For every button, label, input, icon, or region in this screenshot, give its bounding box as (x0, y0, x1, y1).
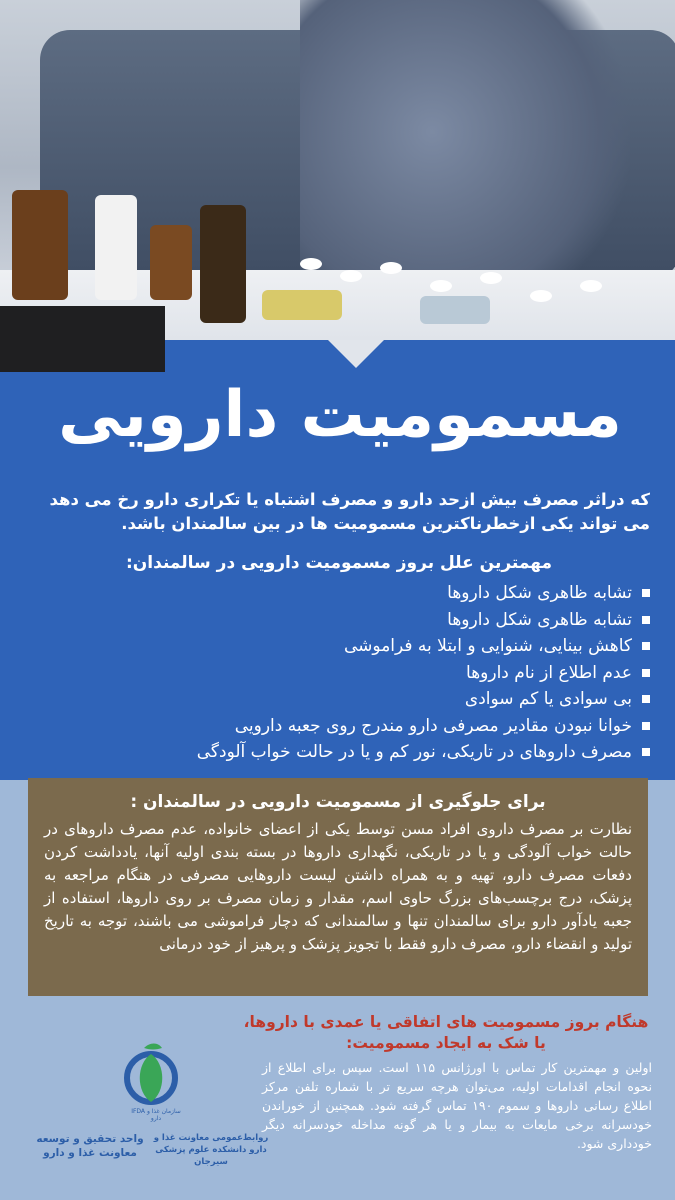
list-item-text: عدم اطلاع از نام داروها (466, 662, 632, 683)
emergency-heading: هنگام بروز مسمومیت های اتفاقی یا عمدی با داروها، یا شک به ایجاد مسمومیت: (243, 1013, 649, 1052)
pill-icon (530, 290, 552, 302)
prevention-heading: برای جلوگیری از مسمومیت دارویی در سالمندان : (130, 792, 546, 812)
list-item (28, 660, 650, 687)
list-item (28, 713, 650, 740)
prevention-box (28, 778, 648, 996)
list-item-text: خوانا نبودن مقادیر مصرفی دارو مندرج روی جعبه دارویی (234, 715, 632, 736)
bullet-icon (642, 695, 650, 703)
list-item (28, 633, 650, 660)
blister-pack-icon (420, 296, 490, 324)
pill-icon (480, 272, 502, 284)
dropper-bottle-icon (200, 205, 246, 323)
spray-bottle-icon (95, 195, 137, 300)
prevention-text: نظارت بر مصرف داروی افراد مسن توسط یکی از اعضای خانواده، عدم مصرف داروهای در حالت خواب آلودگی و یا در تاریکی، نگهداری داروها در بسته بندی اولیه آنها، یادداشت کردن دفعات مصرف دارو، تهیه و به همراه داشتن لیست داروهایی مصرفی در هنگام مراجعه به پزشک، درج برچسب‌های بزرگ حاوی اسم، مقدار و زمان مصرف بر روی داروها، استفاده از جعبه یادآور دارو برای سالمندان تنها و سالمندانی که دچار فراموشی می باشند، توجه به تاریخ تولید و انقضاء دارو، مصرف دارو فقط با تجویز پزشک و پرهیز از خود درمانی (44, 820, 632, 953)
causes-heading: مهمترین علل بروز مسمومیت دارویی در سالمندان: (125, 553, 552, 573)
list-item-text: تشابه ظاهری شکل داروها (447, 583, 632, 603)
bullet-icon (642, 642, 650, 650)
notch-pointer (328, 340, 384, 368)
pill-icon (430, 280, 452, 292)
list-item-text: کاهش بینایی، شنوایی و ابتلا به فراموشی (344, 636, 632, 656)
list-item (28, 739, 650, 766)
list-item (28, 607, 650, 634)
bullet-icon (642, 722, 650, 730)
bullet-icon (642, 589, 650, 597)
caption-right: روابط‌عمومی معاونت غذا و دارو دانشکده علوم پزشکی سیرجان (153, 1133, 269, 1167)
blister-pack-icon (262, 290, 342, 320)
pill-icon (340, 270, 362, 282)
list-item-text: مصرف داروهای در تاریکی، نور کم و یا در حالت خواب آلودگی (196, 742, 632, 762)
medicine-bottle-icon (12, 190, 68, 300)
pill-icon (580, 280, 602, 292)
pill-icon (380, 262, 402, 274)
list-item (28, 686, 650, 713)
list-item-text: بی سوادی یا کم سوادی (464, 689, 632, 709)
bullet-icon (642, 669, 650, 677)
intro-text: که دراثر مصرف بیش ازحد دارو و مصرف اشتباه یا تکراری دارو رخ می دهد می تواند یکی ازخطرناکترین مسمومیت ها در بین سالمندان باشد. (49, 490, 650, 533)
black-accent-bar (0, 306, 165, 372)
list-item (28, 580, 650, 607)
logo-caption: IFDA سازمان غذا و دارو (131, 1108, 181, 1122)
causes-list (28, 580, 650, 766)
pill-icon (300, 258, 322, 270)
list-item-text: تشابه ظاهری شکل داروها (447, 609, 632, 630)
bullet-icon (642, 616, 650, 624)
medicine-bottle-icon (150, 225, 192, 300)
bullet-icon (642, 748, 650, 756)
emergency-text: اولین و مهمترین کار تماس با اورژانس ۱۱۵ است. سپس برای اطلاع از نحوه انجام اقدامات اولیه، می‌توان هرچه سریع تر با شماره تلفن مرکز اطلاع رسانی داروها و سموم ۱۹۰ تماس گرفته شود. همچنین از خوراندن خودسرانه برخی مایعات به بیمار و یا هر گونه مداخله خودسرانه دیگر خودداری شود. (262, 1060, 652, 1151)
page-title: مسمومیت دارویی (58, 378, 622, 452)
caption-left: واحد تحقیق و توسعه معاونت غذا و دارو (36, 1133, 144, 1159)
